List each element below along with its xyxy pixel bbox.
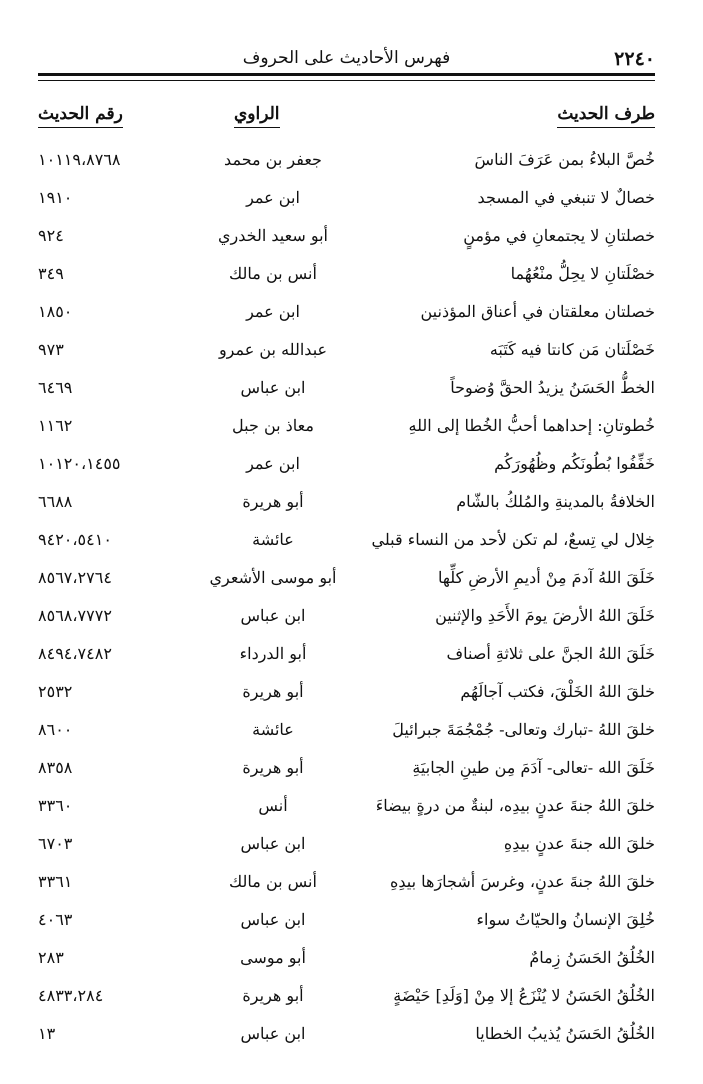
hadith-number: ٩٢٤: [38, 226, 64, 245]
column-headers: [38, 104, 655, 134]
hadith-text: خلقَ الله جنةَ عدنٍ بيدِهِ: [503, 834, 655, 853]
narrator-name: أبو هريرة: [242, 758, 304, 777]
column-header-number: رقم الحديث: [38, 104, 123, 128]
column-header-hadith: طرف الحديث: [557, 104, 655, 128]
narrator-name: جعفر بن محمد: [224, 150, 322, 169]
index-row: [38, 712, 655, 750]
hadith-text: خَلَقَ اللهُ الجنَّ على ثلاثةِ أصناف: [446, 644, 655, 663]
hadith-number: ٣٤٩: [38, 264, 64, 283]
index-row: [38, 522, 655, 560]
index-row: [38, 408, 655, 446]
narrator-name: ابن عمر: [246, 302, 300, 321]
hadith-number: ٨٦٠٠: [38, 720, 73, 739]
hadith-text: خلقَ اللهُ -تبارك وتعالى- جُمْجُمَةَ جبرائيلَ: [392, 720, 655, 739]
hadith-number: ٣٣٦٠: [38, 796, 73, 815]
narrator-name: أنس: [258, 796, 288, 815]
hadith-text: خصلتانِ لا يجتمعانِ في مؤمنٍ: [463, 226, 655, 245]
narrator-name: أبو هريرة: [242, 682, 304, 701]
narrator-name: ابن عباس: [240, 378, 306, 397]
hadith-text: خصالٌ لا تنبغي في المسجد: [477, 188, 655, 207]
hadith-number: ٤٨٣٣،٢٨٤: [38, 986, 104, 1005]
index-row: [38, 598, 655, 636]
hadith-number: ١٣: [38, 1024, 56, 1043]
hadith-text: الخُلُقُ الحَسَنُ لا يُنْزَعُ إلا مِنْ [وَلَدِ] حَيْضَةٍ: [393, 986, 655, 1005]
index-row: [38, 864, 655, 902]
index-row: [38, 446, 655, 484]
hadith-number: ٨٥٦٨،٧٧٧٢: [38, 606, 112, 625]
narrator-name: ابن عمر: [246, 454, 300, 473]
hadith-number: ٨٤٩٤،٧٤٨٢: [38, 644, 112, 663]
column-header-narrator: الراوي: [234, 104, 280, 128]
hadith-text: خلقَ اللهُ جنةَ عدنٍ بيدِه، لبنةٌ من درةٍ بيضاءَ: [375, 796, 655, 815]
hadith-number: ١١٦٢: [38, 416, 73, 435]
index-row: [38, 560, 655, 598]
hadith-number: ٩٧٣: [38, 340, 64, 359]
hadith-number: ٨٣٥٨: [38, 758, 73, 777]
index-row: [38, 902, 655, 940]
hadith-text: خَلَقَ اللهُ الأرضَ يومَ الأَحَدِ والإثنين: [435, 606, 655, 625]
page-number: ٢٢٤٠: [614, 48, 655, 70]
narrator-name: أنس بن مالك: [229, 264, 317, 283]
index-row: [38, 332, 655, 370]
hadith-number: ٦٧٠٣: [38, 834, 73, 853]
narrator-name: ابن عباس: [240, 834, 306, 853]
hadith-text: خُصَّ البلاءُ بمن عَرَفَ الناسَ: [474, 150, 655, 169]
hadith-text: خِلال لي تِسعٌ، لم تكن لأحد من النساء قبلي: [371, 530, 655, 549]
narrator-name: أنس بن مالك: [229, 872, 317, 891]
index-row: [38, 826, 655, 864]
hadith-text: الخُلُقُ الحَسَنُ زِمامٌ: [529, 948, 655, 967]
index-row: [38, 142, 655, 180]
running-head: [38, 48, 655, 82]
hadith-text: الخُلُقُ الحَسَنُ يُذيبُ الخطايا: [475, 1024, 655, 1043]
hadith-text: خصلتان معلقتان في أعناق المؤذنين: [420, 302, 655, 321]
hadith-text: الخلافةُ بالمدينةِ والمُلكُ بالشّام: [456, 492, 655, 511]
hadith-number: ١٠١١٩،٨٧٦٨: [38, 150, 121, 169]
index-row: [38, 484, 655, 522]
hadith-number: ٤٠٦٣: [38, 910, 73, 929]
index-row: [38, 218, 655, 256]
hadith-text: خَصْلَتان مَن كانتا فيه كَتَبَه: [489, 340, 655, 359]
hadith-number: ٢٨٣: [38, 948, 64, 967]
hadith-number: ١٩١٠: [38, 188, 73, 207]
index-row: [38, 940, 655, 978]
hadith-number: ٢٥٣٢: [38, 682, 73, 701]
hadith-text: خُطوتانِ: إحداهما أحبُّ الخُطا إلى اللهِ: [408, 416, 655, 435]
hadith-text: خَلَقَ اللهُ آدمَ مِنْ أديمِ الأرضِ كلِّها: [438, 568, 655, 587]
index-row: [38, 180, 655, 218]
header-rule: [38, 73, 655, 81]
hadith-number: ٦٦٨٨: [38, 492, 73, 511]
index-row: [38, 1016, 655, 1054]
hadith-number: ٣٣٦١: [38, 872, 73, 891]
index-row: [38, 674, 655, 712]
narrator-name: ابن عباس: [240, 606, 306, 625]
hadith-text: خَلَقَ الله -تعالى- آدَمَ مِن طينِ الجابيَةِ: [412, 758, 655, 777]
narrator-name: أبو موسى: [240, 948, 306, 967]
narrator-name: أبو هريرة: [242, 492, 304, 511]
hadith-text: خُلِقَ الإنسانُ والحيّاتُ سواء: [476, 910, 655, 929]
hadith-text: الخطُّ الحَسَنُ يزيدُ الحقَّ وُضوحاً: [450, 378, 655, 397]
narrator-name: عائشة: [252, 530, 294, 549]
narrator-name: أبو سعيد الخدري: [218, 226, 328, 245]
narrator-name: عبدالله بن عمرو: [218, 340, 328, 359]
index-row: [38, 750, 655, 788]
hadith-number: ٨٥٦٧،٢٧٦٤: [38, 568, 112, 587]
index-row: [38, 788, 655, 826]
hadith-number: ١٠١٢٠،١٤٥٥: [38, 454, 121, 473]
hadith-number: ٦٤٦٩: [38, 378, 73, 397]
index-row: [38, 294, 655, 332]
index-row: [38, 256, 655, 294]
narrator-name: ابن عمر: [246, 188, 300, 207]
hadith-text: خلقَ اللهُ جنةَ عدنٍ، وغرسَ أشجارَها بيدِهِ: [389, 872, 655, 891]
narrator-name: عائشة: [252, 720, 294, 739]
narrator-name: ابن عباس: [240, 910, 306, 929]
index-row: [38, 978, 655, 1016]
narrator-name: معاذ بن جبل: [232, 416, 314, 435]
narrator-name: أبو هريرة: [242, 986, 304, 1005]
narrator-name: ابن عباس: [240, 1024, 306, 1043]
index-row: [38, 370, 655, 408]
hadith-text: خَفِّفُوا بُطُونَكُم وظُهُورَكُم: [494, 454, 655, 473]
narrator-name: أبو الدرداء: [239, 644, 307, 663]
running-head-title: فهرس الأحاديث على الحروف: [242, 48, 451, 68]
hadith-number: ١٨٥٠: [38, 302, 73, 321]
hadith-text: خصْلَتانِ لا يحِلُّ منْعُهُما: [510, 264, 655, 283]
index-row: [38, 636, 655, 674]
hadith-number: ٩٤٢٠،٥٤١٠: [38, 530, 112, 549]
index-table: [38, 142, 655, 1054]
hadith-text: خلقَ اللهُ الخَلْقَ، فكتب آجالَهُم: [460, 682, 655, 701]
narrator-name: أبو موسى الأشعري: [209, 568, 337, 587]
